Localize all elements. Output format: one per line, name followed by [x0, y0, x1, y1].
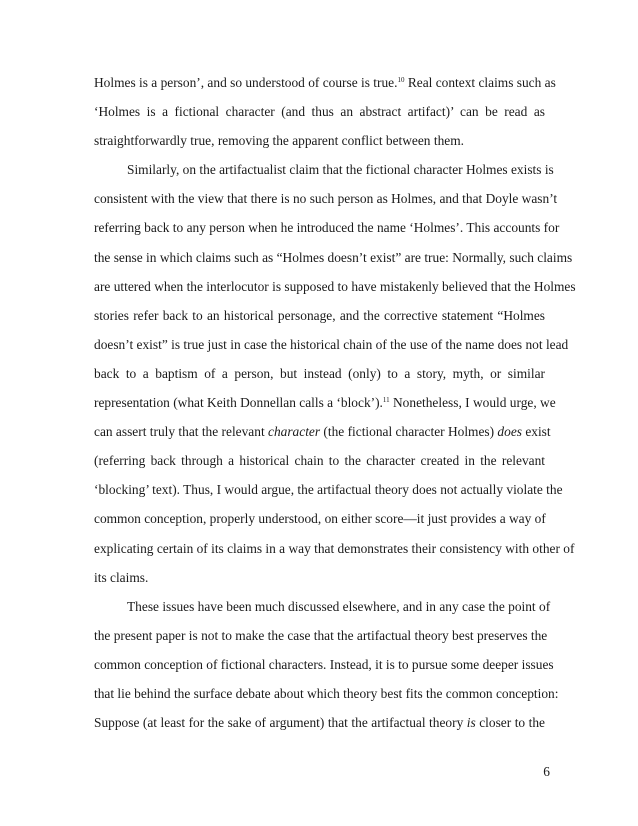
text-line [94, 592, 551, 621]
text-run: back to a baptism of a person, but instead (only) to a story, myth, or similar [94, 365, 545, 381]
italic-text: does [497, 424, 522, 440]
text-run: straightforwardly true, removing the apparent conflict between them. [94, 133, 464, 149]
text-run: closer to the [475, 715, 545, 731]
text-run: These issues have been much discussed elsewhere, and in any case the point of [127, 598, 551, 614]
text-line [94, 446, 545, 475]
text-line [94, 417, 551, 446]
paragraph [94, 68, 556, 155]
text-line [94, 126, 545, 155]
paragraph [94, 155, 576, 591]
text-run: are uttered when the interlocutor is supposed to have mistakenly believed that the Holmes [94, 278, 576, 294]
text-line [94, 475, 563, 504]
text-run: (referring back through a historical chain to the character created in the relevant [94, 453, 545, 469]
footnote-marker: 11 [382, 396, 390, 405]
text-line [94, 504, 545, 533]
text-line [94, 359, 545, 388]
text-run: its claims. [94, 569, 149, 585]
text-run: ‘blocking’ text). Thus, I would argue, the artifactual theory does not actually violate the [94, 482, 563, 498]
text-line [94, 213, 560, 242]
text-run: stories refer back to an historical personage, and the corrective statement “Holmes [94, 307, 545, 323]
text-run: Similarly, on the artifactualist claim that the fictional character Holmes exists is [127, 162, 554, 178]
text-run: referring back to any person when he introduced the name ‘Holmes’. This accounts for [94, 220, 560, 236]
text-line [94, 388, 556, 417]
text-line [94, 155, 554, 184]
text-run: consistent with the view that there is no such person as Holmes, and that Doyle wasn’t [94, 191, 558, 207]
italic-text: character [268, 424, 321, 440]
text-run: doesn’t exist” is true just in case the historical chain of the use of the name does not lead [94, 336, 569, 352]
text-line [94, 650, 554, 679]
text-run: that lie behind the surface debate about which theory best fits the common conception: [94, 685, 559, 701]
text-run: representation (what Keith Donnellan calls a ‘block’). [94, 395, 383, 411]
text-run: Holmes is a person’, and so understood of course is true. [94, 75, 398, 90]
text-run: explicating certain of its claims in a way that demonstrates their consistency with other of [94, 540, 575, 556]
text-line [94, 708, 545, 737]
italic-text: is [466, 715, 476, 731]
paragraph [94, 592, 559, 737]
text-run: common conception, properly understood, on either score—it just provides a way of [94, 511, 546, 527]
text-run: Suppose (at least for the sake of argument) that the artifactual theory [94, 715, 467, 731]
text-run: exist [521, 424, 551, 440]
text-line [94, 68, 556, 97]
text-run: Nonetheless, I would urge, we [389, 395, 556, 411]
text-line [94, 534, 575, 563]
text-line [94, 330, 569, 359]
text-line [94, 621, 548, 650]
text-run: (the fictional character Holmes) [320, 424, 498, 440]
text-line [94, 563, 545, 592]
text-run: ‘Holmes is a fictional character (and thus an abstract artifact)’ can be read as [94, 104, 545, 120]
text-line [94, 301, 545, 330]
footnote-marker: 10 [397, 76, 405, 84]
text-line [94, 679, 559, 708]
text-run: the sense in which claims such as “Holmes doesn’t exist” are true: Normally, such claims [94, 249, 573, 265]
text-line [94, 184, 558, 213]
text-line [94, 243, 573, 272]
text-line [94, 97, 545, 126]
text-run: the present paper is not to make the case that the artifactual theory best preserves the [94, 627, 548, 643]
text-run: common conception of fictional characters. Instead, it is to pursue some deeper issues [94, 656, 554, 672]
text-run: Real context claims such as [404, 75, 556, 90]
text-line [94, 272, 576, 301]
page-number: 6 [543, 764, 550, 779]
text-run: can assert truly that the relevant [94, 424, 269, 440]
body-text [94, 68, 576, 737]
